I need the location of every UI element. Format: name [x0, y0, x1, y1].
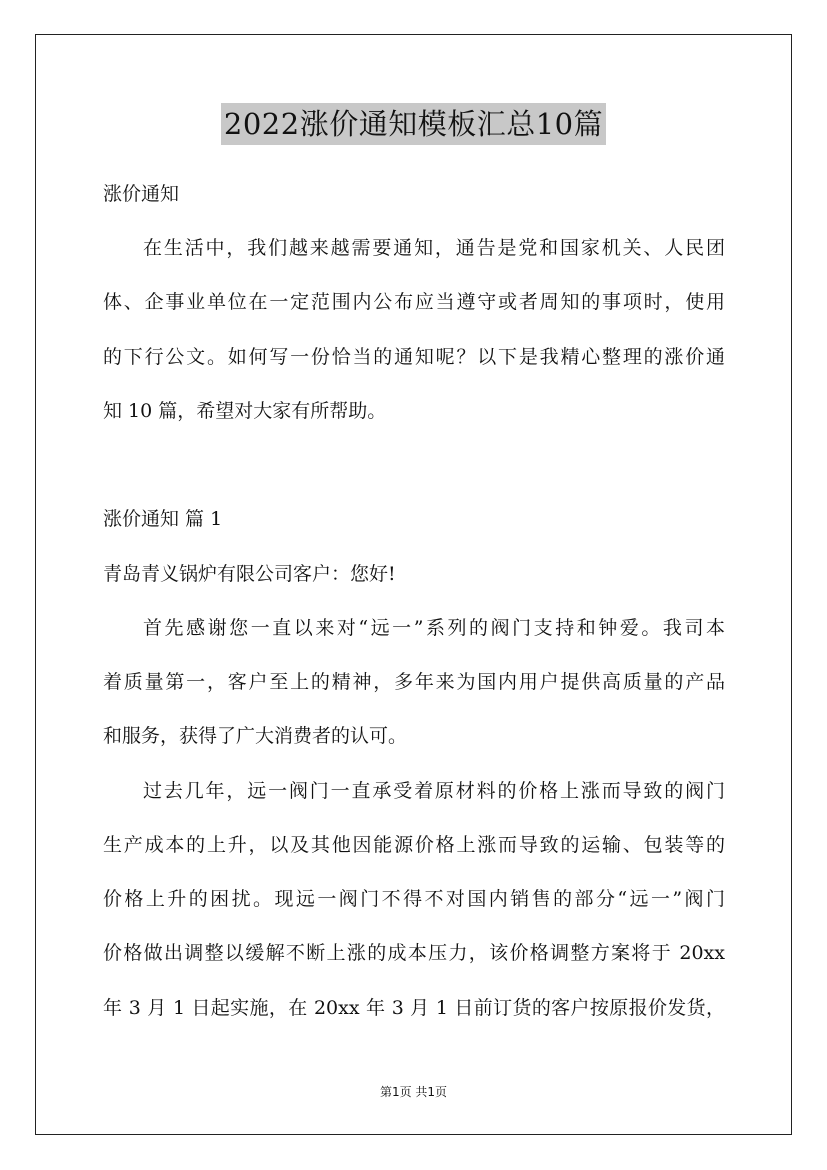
intro-line-1: 在生活中，我们越来越需要通知，通告是党和国家机关、人民团: [143, 237, 725, 259]
para2-line-5: 年 3 月 1 日起实施，在 20xx 年 3 月 1 日前订货的客户按原报价发货，: [103, 997, 725, 1019]
para2-line-3: 价格上升的困扰。现远一阀门不得不对国内销售的部分“远一”阀门: [103, 888, 725, 910]
para1-line-3: 和服务，获得了广大消费者的认可。: [103, 725, 408, 747]
intro-line-2: 体、企事业单位在一定范围内公布应当遵守或者周知的事项时，使用: [103, 291, 725, 313]
para1-line-2: 着质量第一，客户至上的精神，多年来为国内用户提供高质量的产品: [103, 671, 725, 693]
para1-line-1: 首先感谢您一直以来对“远一”系列的阀门支持和钟爱。我司本: [143, 617, 725, 639]
title-container: [0, 103, 827, 145]
intro-line-3: 的下行公文。如何写一份恰当的通知呢？以下是我精心整理的涨价通: [103, 346, 725, 368]
page-footer: 第1页 共1页: [379, 1085, 448, 1099]
para2-line-4: 价格做出调整以缓解不断上涨的成本压力，该价格调整方案将于 20xx: [103, 942, 725, 964]
intro-heading: 涨价通知: [103, 183, 180, 205]
para2-line-1: 过去几年，远一阀门一直承受着原材料的价格上涨而导致的阀门: [143, 780, 725, 802]
intro-line-4: 知 10 篇，希望对大家有所帮助。: [103, 400, 387, 422]
para2-line-2: 生产成本的上升，以及其他因能源价格上涨而导致的运输、包装等的: [103, 834, 725, 856]
document-title: 2022涨价通知模板汇总10篇: [221, 103, 606, 145]
section-heading: 涨价通知 篇 1: [103, 508, 223, 530]
salutation: 青岛青义锅炉有限公司客户：您好!: [103, 563, 396, 585]
